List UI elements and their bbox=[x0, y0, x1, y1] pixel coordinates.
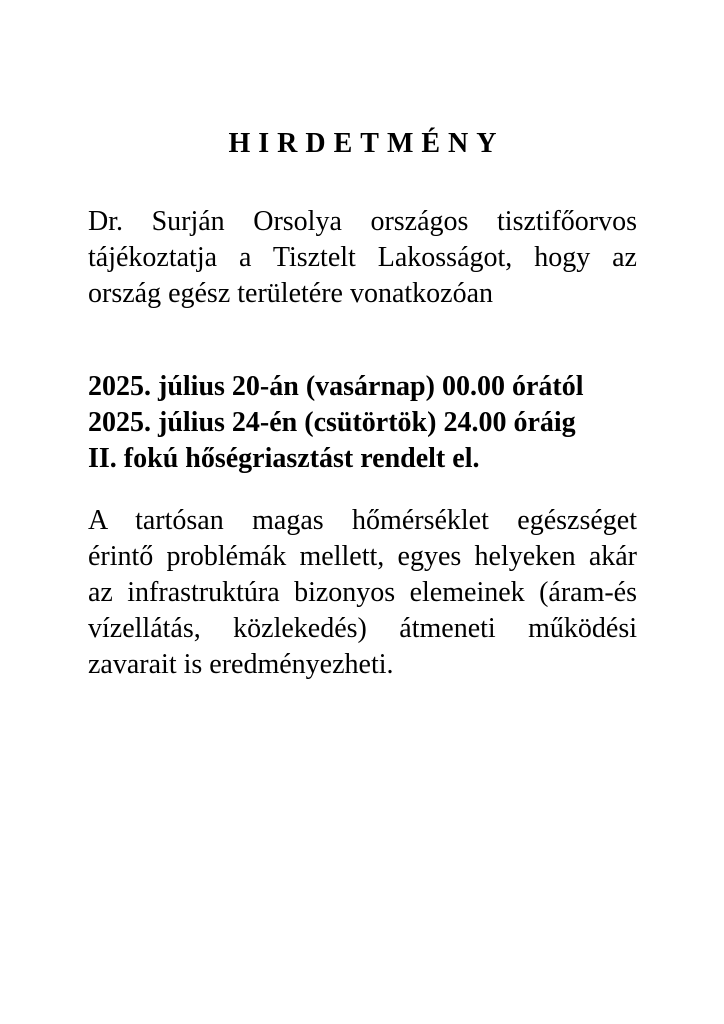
heat-alert-paragraph bbox=[88, 369, 637, 477]
text-line: tájékoztatja a Tisztelt Lakosságot, hogy az bbox=[88, 242, 637, 273]
text-line: vízellátás, közlekedés) átmeneti működési bbox=[88, 613, 637, 644]
text-line: az infrastruktúra bizonyos elemeinek (áram-és bbox=[88, 577, 637, 608]
text-line: ország egész területére vonatkozóan bbox=[88, 278, 494, 309]
body-paragraph bbox=[88, 503, 637, 683]
text-line: érintő problémák mellett, egyes helyeken akár bbox=[88, 541, 637, 572]
text-line: A tartósan magas hőmérséklet egészséget bbox=[88, 505, 637, 536]
text-line: II. fokú hőségriasztást rendelt el. bbox=[88, 443, 480, 474]
text-line: Dr. Surján Orsolya országos tisztifőorvos bbox=[88, 206, 637, 237]
text-line: zavarait is eredményezheti. bbox=[88, 649, 394, 680]
intro-paragraph bbox=[88, 204, 637, 312]
text-line: 2025. július 20-án (vasárnap) 00.00 órától bbox=[88, 371, 584, 402]
page-title: HIRDETMÉNY bbox=[228, 128, 505, 159]
text-line: 2025. július 24-én (csütörtök) 24.00 óráig bbox=[88, 407, 576, 438]
